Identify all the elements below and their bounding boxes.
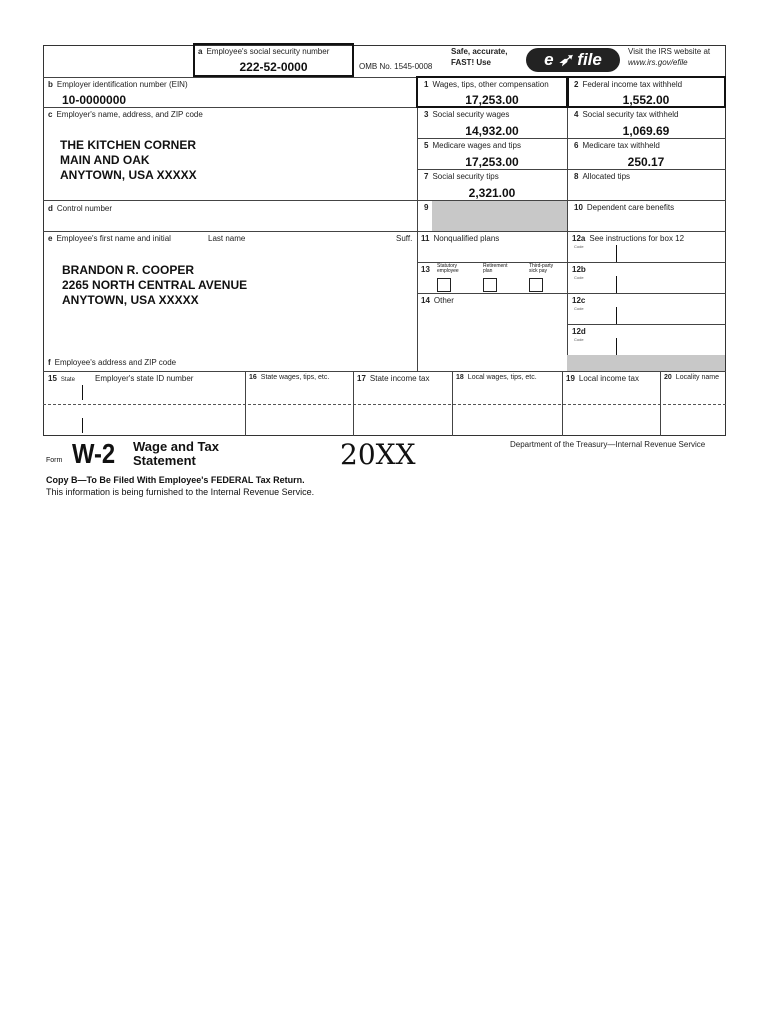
- code-label: Code: [574, 275, 584, 280]
- third-party-label: Third-party sick pay: [529, 263, 554, 274]
- form-label: Form: [46, 457, 63, 464]
- box-15-label: 15 State: [48, 374, 75, 383]
- form-text: Control number: [56, 204, 113, 213]
- divider: [417, 231, 418, 371]
- box-4-label: 4 Social security tax withheld: [574, 110, 679, 119]
- code-label: Code: [574, 306, 584, 311]
- box-17-label: 17 State income tax: [357, 374, 430, 383]
- form-text: Social security tips: [432, 172, 499, 181]
- divider: [417, 169, 726, 170]
- box-3-value: 14,932.00: [465, 124, 519, 138]
- retirement-label: Retirement plan: [483, 263, 508, 274]
- box-5-value: 17,253.00: [465, 155, 519, 169]
- box-7-value: 2,321.00: [468, 186, 516, 200]
- form-text: Wage and Tax: [133, 439, 219, 454]
- box-9-shaded: [432, 201, 567, 231]
- box-5-label: 5 Medicare wages and tips: [424, 141, 521, 150]
- form-text: Employee's address and ZIP code: [54, 358, 177, 367]
- form-text: Dependent care benefits: [586, 203, 675, 212]
- divider: [82, 418, 83, 433]
- box-12b-label: 12b: [572, 265, 586, 274]
- form-text: Allocated tips: [582, 172, 631, 181]
- last-name-label: Last name: [208, 234, 246, 243]
- statutory-checkbox[interactable]: [437, 278, 451, 292]
- form-title: [133, 440, 219, 468]
- box-14-label: 14 Other: [421, 296, 454, 305]
- form-text: Federal income tax withheld: [582, 80, 683, 89]
- box-8-label: 8 Allocated tips: [574, 172, 631, 181]
- box-12d-label: 12d: [572, 327, 586, 336]
- form-text: Locality name: [675, 374, 719, 381]
- box-2-label: 2 Federal income tax withheld: [574, 80, 683, 89]
- form-text: Nonqualified plans: [433, 234, 500, 243]
- third-party-checkbox[interactable]: [529, 278, 543, 292]
- code-label: Code: [574, 244, 584, 249]
- box-7-label: 7 Social security tips: [424, 172, 499, 181]
- box-19-label: 19 Local income tax: [566, 374, 639, 383]
- form-text: Social security wages: [432, 110, 510, 119]
- form-text: Medicare wages and tips: [432, 141, 521, 150]
- divider: [417, 262, 726, 263]
- irs-efile-logo: e ➶ file: [526, 48, 620, 72]
- divider: [616, 245, 617, 262]
- divider: [562, 371, 563, 436]
- ssn-label: a Employee's social security number: [198, 47, 330, 56]
- form-text: Employee's first name and initial: [56, 234, 171, 243]
- box-1-label: 1 Wages, tips, other compensation: [424, 80, 549, 89]
- box-16-label: 16 State wages, tips, etc.: [249, 374, 330, 381]
- divider: [353, 371, 354, 436]
- form-text: State wages, tips, etc.: [260, 374, 330, 381]
- form-text: State: [60, 377, 75, 383]
- divider: [417, 293, 726, 294]
- divider: [567, 77, 568, 356]
- employee-line: BRANDON R. COOPER: [62, 263, 195, 277]
- box-2-value: 1,552.00: [622, 93, 670, 107]
- employee-address-label: f Employee's address and ZIP code: [48, 358, 177, 367]
- tax-year: 20XX: [340, 438, 416, 471]
- employee-line: ANYTOWN, USA XXXXX: [62, 293, 199, 307]
- divider: [452, 371, 453, 436]
- box-12-shaded: [567, 355, 725, 371]
- ssn-value: 222-52-0000: [239, 60, 308, 74]
- box-12c-label: 12c: [572, 296, 586, 305]
- box-10-label: 10 Dependent care benefits: [574, 203, 675, 212]
- info-text: This information is being furnished to the Internal Revenue Service.: [46, 487, 315, 497]
- retirement-checkbox[interactable]: [483, 278, 497, 292]
- divider: [417, 138, 726, 139]
- form-text: Wages, tips, other compensation: [432, 80, 549, 89]
- form-text: Employee's social security number: [206, 47, 330, 56]
- box-9-label: 9: [424, 203, 429, 212]
- form-number: W-2: [72, 438, 116, 469]
- box-12a-label: 12a See instructions for box 12: [572, 234, 685, 243]
- fast-text: FAST! Use: [451, 58, 492, 67]
- employer-line: THE KITCHEN CORNER: [60, 138, 197, 152]
- divider: [43, 231, 726, 232]
- employee-line: 2265 NORTH CENTRAL AVENUE: [62, 278, 248, 292]
- form-text: Local wages, tips, etc.: [467, 374, 537, 381]
- box-18-label: 18 Local wages, tips, etc.: [456, 374, 537, 381]
- box-3-label: 3 Social security wages: [424, 110, 510, 119]
- divider: [567, 324, 726, 325]
- control-number-label: d Control number: [48, 204, 113, 213]
- visit-text: Visit the IRS website at: [628, 47, 711, 56]
- form-text: Local income tax: [578, 374, 639, 383]
- box-20-label: 20 Locality name: [664, 374, 719, 381]
- box-13-label: 13: [421, 265, 430, 274]
- divider: [616, 338, 617, 355]
- employee-address: [62, 263, 247, 308]
- box-11-label: 11 Nonqualified plans: [421, 234, 500, 243]
- employer-line: ANYTOWN, USA XXXXX: [60, 168, 197, 182]
- form-text: Statement: [133, 453, 196, 468]
- omb-number: OMB No. 1545-0008: [359, 62, 433, 71]
- employee-name-label: e Employee's first name and initial: [48, 234, 171, 243]
- box-6-value: 250.17: [627, 155, 665, 169]
- divider: [616, 276, 617, 293]
- divider: [616, 307, 617, 324]
- divider: [660, 371, 661, 436]
- form-text: Other: [433, 296, 454, 305]
- box-6-label: 6 Medicare tax withheld: [574, 141, 660, 150]
- form-text: Employer identification number (EIN): [56, 80, 188, 89]
- employer-name-label: c Employer's name, address, and ZIP code: [48, 110, 203, 119]
- form-text: Medicare tax withheld: [582, 141, 660, 150]
- form-text: Employer's name, address, and ZIP code: [56, 110, 203, 119]
- box-4-value: 1,069.69: [622, 124, 670, 138]
- divider: [43, 200, 726, 201]
- box-1-value: 17,253.00: [465, 93, 519, 107]
- department-text: Department of the Treasury—Internal Revenue Service: [510, 440, 706, 449]
- divider: [43, 371, 726, 372]
- form-text: State income tax: [369, 374, 430, 383]
- divider: [82, 385, 83, 400]
- divider: [245, 371, 246, 436]
- form-text: Social security tax withheld: [582, 110, 679, 119]
- suffix-label: Suff.: [396, 234, 413, 243]
- state-id-label: Employer's state ID number: [95, 374, 194, 383]
- employer-address: [60, 138, 197, 183]
- ein-label: b Employer identification number (EIN): [48, 80, 188, 89]
- employer-line: MAIN AND OAK: [60, 153, 150, 167]
- safe-text: Safe, accurate,: [451, 47, 508, 56]
- irs-url[interactable]: www.irs.gov/efile: [628, 58, 688, 67]
- form-text: See instructions for box 12: [589, 234, 685, 243]
- divider: [43, 404, 726, 405]
- code-label: Code: [574, 337, 584, 342]
- statutory-label: Statutory employee: [437, 263, 459, 274]
- ein-value: 10-0000000: [62, 93, 127, 107]
- copy-b-text: Copy B—To Be Filed With Employee's FEDERAL Tax Return.: [46, 475, 305, 485]
